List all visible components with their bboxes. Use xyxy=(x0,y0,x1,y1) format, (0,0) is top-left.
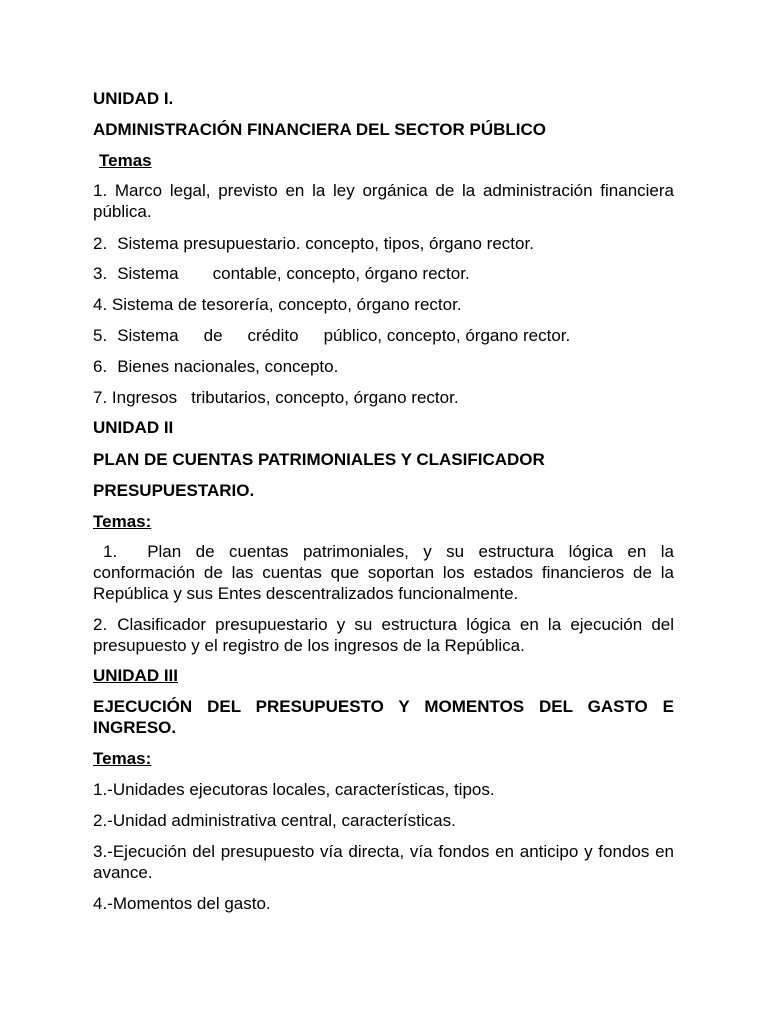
item-word: Sistema xyxy=(117,264,179,283)
unidad-1-item-1: 1. Marco legal, previsto en la ley orgánica de la administración financiera pública. xyxy=(93,181,674,221)
item-text: Sistema presupuestario. concepto, tipos, órgano rector. xyxy=(117,234,534,253)
item-number: 2. xyxy=(93,234,108,253)
unidad-2-label: UNIDAD II xyxy=(93,418,174,437)
unidad-1-item-2 xyxy=(93,233,674,254)
item-number: 5. xyxy=(93,326,108,345)
unidad-1-item-3 xyxy=(93,263,674,284)
item-text: público, concepto, órgano rector. xyxy=(323,326,571,345)
unidad-3-label: UNIDAD III xyxy=(93,666,178,685)
unidad-2-item-2 xyxy=(93,614,674,656)
unidad-1-label: UNIDAD I. xyxy=(93,89,174,108)
item-number: 6. xyxy=(93,357,108,376)
unidad-2-title-line-2: PRESUPUESTARIO. xyxy=(93,481,255,500)
unidad-1-item-5 xyxy=(93,325,674,346)
unidad-2-title-line-1: PLAN DE CUENTAS PATRIMONIALES Y CLASIFICADOR xyxy=(93,450,545,469)
unidad-1-title: ADMINISTRACIÓN FINANCIERA DEL SECTOR PÚBLICO xyxy=(93,120,547,139)
unidad-1-item-6 xyxy=(93,356,674,377)
item-word: de xyxy=(203,326,223,345)
item-text: tributarios, concepto, órgano rector. xyxy=(191,388,459,407)
item-text: contable, concepto, órgano rector. xyxy=(212,264,470,283)
item-word: crédito xyxy=(247,326,299,345)
unidad-2-temas-heading: Temas: xyxy=(93,512,152,531)
item-number: 1. xyxy=(103,542,118,561)
item-number: 2. xyxy=(93,615,108,634)
item-number: 3. xyxy=(93,264,108,283)
unidad-3-item-3: 3.-Ejecución del presupuesto vía directa, vía fondos en anticipo y fondos en avance. xyxy=(93,842,674,882)
unidad-3-item-4: 4.-Momentos del gasto. xyxy=(93,894,271,913)
unidad-3-title: EJECUCIÓN DEL PRESUPUESTO Y MOMENTOS DEL GASTO E INGRESO. xyxy=(93,697,674,737)
item-word: Sistema xyxy=(117,326,179,345)
unidad-1-temas-heading: Temas xyxy=(99,151,152,170)
item-number: 7. Ingresos xyxy=(93,388,178,407)
unidad-1-item-4: 4. Sistema de tesorería, concepto, órgano rector. xyxy=(93,295,462,314)
item-text: Bienes nacionales, concepto. xyxy=(117,357,339,376)
unidad-3-item-2: 2.-Unidad administrativa central, características. xyxy=(93,811,456,830)
unidad-1-item-7 xyxy=(93,387,674,408)
unidad-3-item-1: 1.-Unidades ejecutoras locales, características, tipos. xyxy=(93,780,495,799)
unidad-3-temas-heading: Temas: xyxy=(93,749,152,768)
unidad-2-item-1 xyxy=(93,541,674,604)
item-text: Plan de cuentas patrimoniales, y su estructura lógica en la conformación de las cuentas que soportan los estados financieros de la República y sus Entes descentralizados funcionalmente. xyxy=(93,542,674,603)
item-text: Clasificador presupuestario y su estructura lógica en la ejecución del presupuesto y el registro de los ingresos de la República. xyxy=(93,615,674,655)
